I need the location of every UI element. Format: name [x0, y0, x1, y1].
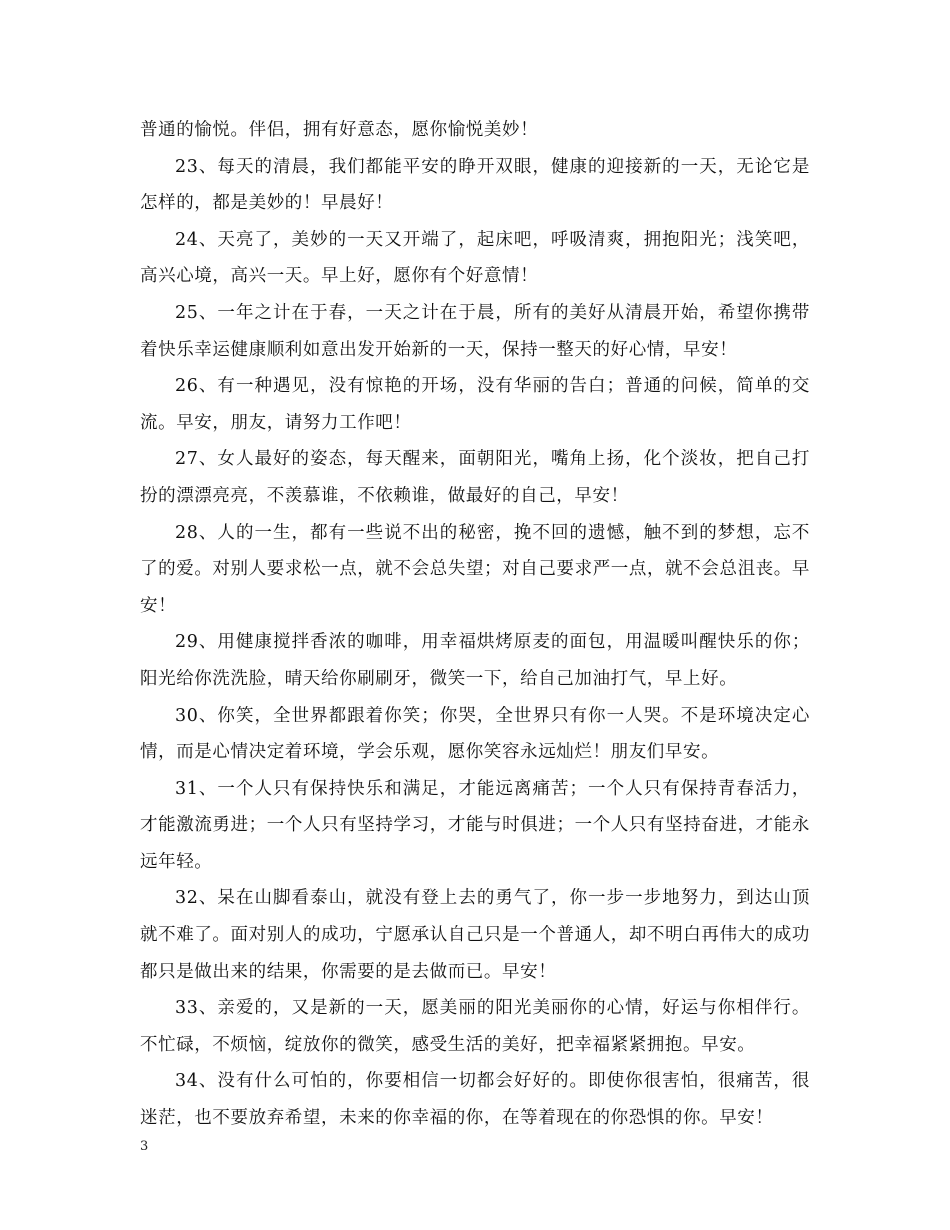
page-number: 3: [140, 1139, 149, 1154]
paragraph: 30、你笑，全世界都跟着你笑；你哭，全世界只有你一人哭。不是环境决定心情，而是心情决定着环境，学会乐观，愿你笑容永远灿烂！朋友们早安。: [140, 705, 810, 763]
paragraph: 28、人的一生，都有一些说不出的秘密，挽不回的遗憾，触不到的梦想，忘不了的爱。对别人要求松一点，就不会总失望；对自己要求严一点，就不会总沮丧。早安！: [140, 522, 810, 616]
document-body: [140, 112, 810, 1137]
paragraph: 27、女人最好的姿态，每天醒来，面朝阳光，嘴角上扬，化个淡妆，把自己打扮的漂漂亮亮，不羡慕谁，不依赖谁，做最好的自己，早安！: [140, 449, 810, 506]
paragraph: 32、呆在山脚看泰山，就没有登上去的勇气了，你一步一步地努力，到达山顶就不难了。面对别人的成功，宁愿承认自己只是一个普通人，却不明白再伟大的成功都只是做出来的结果，你需要的是去做而已。早安！: [140, 888, 810, 982]
paragraph: 23、每天的清晨，我们都能平安的睁开双眼，健康的迎接新的一天，无论它是怎样的，都是美妙的！早晨好！: [140, 156, 810, 214]
paragraph: 26、有一种遇见，没有惊艳的开场，没有华丽的告白；普通的问候，简单的交流。早安，朋友，请努力工作吧！: [140, 376, 810, 433]
paragraph: 普通的愉悦。伴侣，拥有好意态，愿你愉悦美妙！: [140, 120, 539, 140]
paragraph: 33、亲爱的，又是新的一天，愿美丽的阳光美丽你的心情，好运与你相伴行。不忙碌，不烦恼，绽放你的微笑，感受生活的美好，把幸福紧紧拥抱。早安。: [140, 998, 810, 1055]
paragraph: 24、天亮了，美妙的一天又开端了，起床吧，呼吸清爽，拥抱阳光；浅笑吧，高兴心境，高兴一天。早上好，愿你有个好意情！: [140, 229, 810, 287]
paragraph: 31、一个人只有保持快乐和满足，才能远离痛苦；一个人只有保持青春活力，才能激流勇进；一个人只有坚持学习，才能与时俱进；一个人只有坚持奋进，才能永远年轻。: [140, 778, 810, 872]
paragraph: 34、没有什么可怕的，你要相信一切都会好好的。即使你很害怕，很痛苦，很迷茫，也不要放弃希望，未来的你幸福的你，在等着现在的你恐惧的你。早安！: [140, 1071, 810, 1129]
paragraph: 25、一年之计在于春，一天之计在于晨，所有的美好从清晨开始，希望你携带着快乐幸运健康顺利如意出发开始新的一天，保持一整天的好心情，早安！: [140, 302, 810, 360]
paragraph: 29、用健康搅拌香浓的咖啡，用幸福烘烤原麦的面包，用温暖叫醒快乐的你；阳光给你洗洗脸，晴天给你刷刷牙，微笑一下，给自己加油打气，早上好。: [140, 632, 810, 689]
